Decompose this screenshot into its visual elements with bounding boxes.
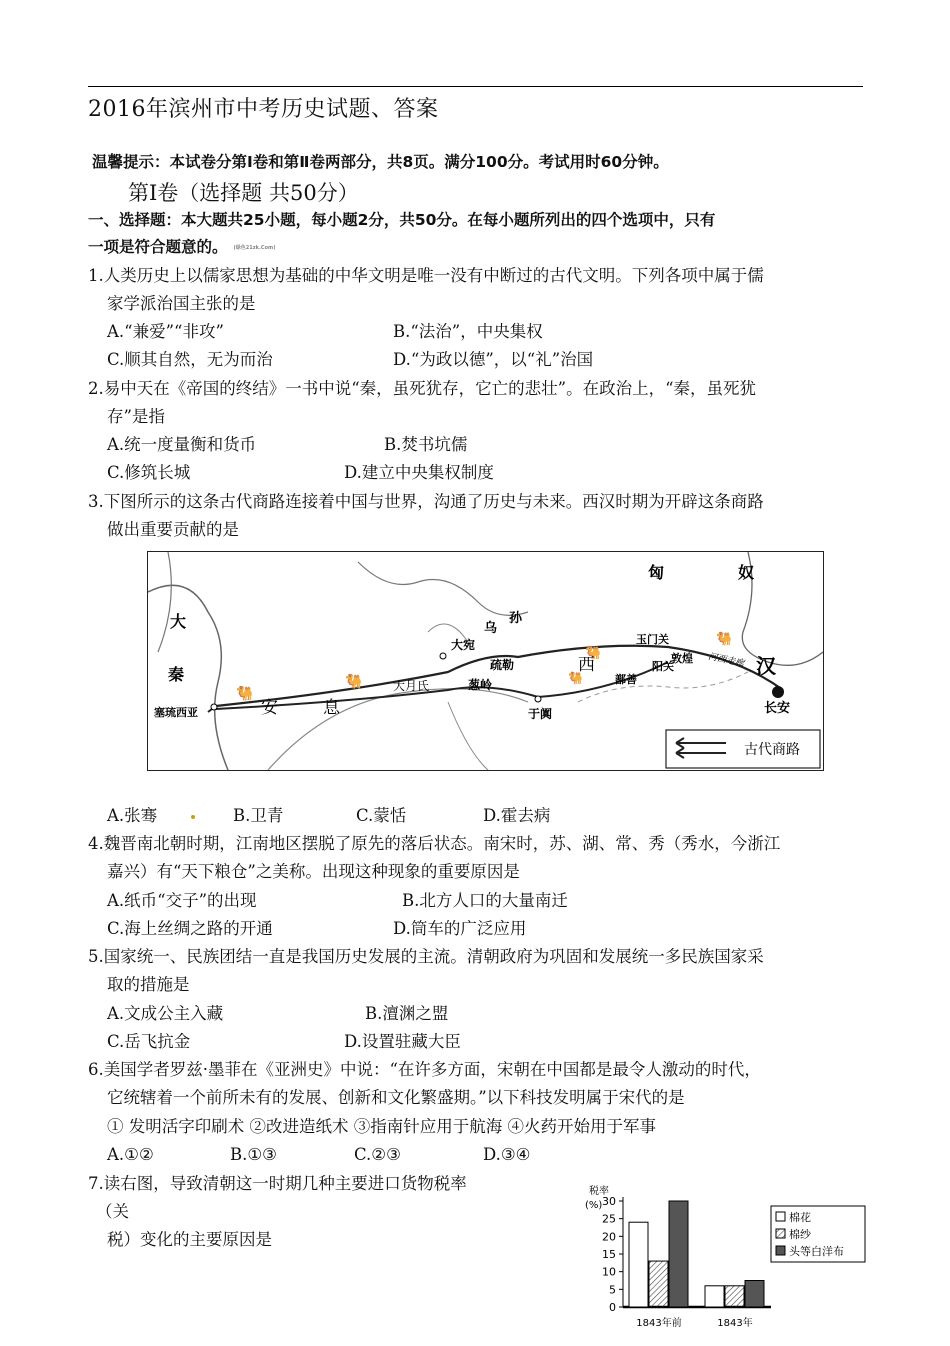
header-rule <box>88 86 863 87</box>
bar-3-2 <box>745 1281 764 1308</box>
q3-option-b[interactable]: B.卫青 <box>233 806 284 825</box>
q5-option-c[interactable]: C.岳飞抗金 <box>107 1032 191 1051</box>
map-coast-west <box>148 585 228 770</box>
q3-option-a[interactable]: A.张骞 <box>107 806 158 825</box>
q5-stem-2: 取的措施是 <box>107 975 190 994</box>
map-river-2 <box>268 689 528 770</box>
y-tick-label: 25 <box>602 1212 616 1226</box>
notice-text: 温馨提示：本试卷分第Ⅰ卷和第Ⅱ卷两部分，共8页。满分100分。考试用时60分钟。 <box>92 153 669 171</box>
q2-option-c[interactable]: C.修筑长城 <box>107 463 191 482</box>
section-heading: 第Ⅰ卷（选择题 共50分） <box>128 181 359 205</box>
q1-option-c[interactable]: C.顺其自然，无为而治 <box>107 350 273 369</box>
q6-option-a[interactable]: A.①② <box>107 1145 154 1164</box>
y-tick-label: 0 <box>609 1301 616 1314</box>
map-label-changan: 长安 <box>764 701 791 716</box>
map-label-xiyu: 西 <box>578 655 595 675</box>
y-tick-label: 20 <box>602 1230 616 1244</box>
q7-stem-2: （关 <box>96 1202 129 1221</box>
camel-icon-2: 🐫 <box>345 674 363 690</box>
map-label-anxi-1: 安 <box>261 698 278 718</box>
q6-stem-2: 它统辖着一个前所未有的发展、创新和文化繁盛期。”以下科技发明属于宋代的是 <box>107 1088 685 1107</box>
camel-icon-5: 🐫 <box>568 671 583 685</box>
camel-icon-1: 🐫 <box>236 686 254 702</box>
q5-option-d[interactable]: D.设置驻藏大臣 <box>344 1032 461 1051</box>
q6-option-b[interactable]: B.①③ <box>230 1145 277 1164</box>
map-label-yangguan: 阳关 <box>652 660 674 673</box>
silk-road-map <box>147 551 824 771</box>
bar-1-1 <box>629 1222 648 1307</box>
city-marker-tiaozhi <box>211 704 217 710</box>
map-label-congling: 葱岭 <box>468 678 493 692</box>
legend-label-1: 棉花 <box>789 1211 811 1224</box>
q5-stem-1: 5.国家统一、民族团结一直是我国历史发展的主流。清朝政府为巩固和发展统一多民族国家采 <box>88 947 764 966</box>
q7-stem-1: 7.读右图，导致清朝这一时期几种主要进口货物税率 <box>88 1174 467 1193</box>
map-label-daqin-1: 大 <box>170 612 187 631</box>
map-label-hexi: 河西走廊 <box>707 651 745 670</box>
tariff-chart-svg <box>583 1182 868 1342</box>
map-river-3 <box>448 702 488 770</box>
q2-option-a[interactable]: A.统一度量衡和货币 <box>107 435 257 454</box>
bar-1-2 <box>705 1286 724 1307</box>
map-border-east <box>742 552 823 665</box>
camel-icon-4: 🐫 <box>716 632 733 647</box>
q4-option-b[interactable]: B.北方人口的大量南迁 <box>402 891 568 910</box>
instruction-text: 一项是符合题意的。 <box>88 238 228 256</box>
q4-option-c[interactable]: C.海上丝绸之路的开通 <box>107 919 273 938</box>
map-river-1 <box>158 552 171 652</box>
bar-2-2 <box>725 1286 744 1307</box>
legend-swatch-2 <box>776 1229 785 1238</box>
q6-stem-3: ① 发明活字印刷术 ②改进造纸术 ③指南针应用于航海 ④火药开始用于军事 <box>107 1117 656 1136</box>
map-label-wusun-2: 孙 <box>509 611 523 626</box>
legend-swatch-1 <box>776 1212 785 1221</box>
map-label-yumenguan: 玉门关 <box>636 633 669 646</box>
q1-stem-1: 1.人类历史上以儒家思想为基础的中华文明是唯一没有中断过的古代文明。下列各项中属于儒 <box>88 266 764 285</box>
map-label-shanshan: 鄯善 <box>615 673 637 686</box>
x-tick-label: 1843年前 <box>636 1318 682 1329</box>
q7-stem-3: 税）变化的主要原因是 <box>107 1230 272 1249</box>
bar-3-1 <box>669 1201 688 1307</box>
city-marker-changan <box>772 686 784 698</box>
legend-label-2: 棉纱 <box>789 1228 811 1241</box>
q4-option-a[interactable]: A.纸币“交子”的出现 <box>107 891 257 910</box>
bar-2-1 <box>649 1261 668 1307</box>
map-route-north <box>216 646 783 706</box>
q1-option-a[interactable]: A.“兼爱”“非攻” <box>107 322 224 341</box>
q2-stem-1: 2.易中天在《帝国的终结》一书中说“秦，虽死犹存，它亡的悲壮”。在政治上，“秦，虽死犹 <box>88 379 757 398</box>
instruction-line-1: 一、选择题：本大题共25小题，每小题2分，共50分。在每小题所列出的四个选项中，只有 <box>88 211 716 229</box>
map-label-xiongnu-1: 匈 <box>648 563 665 582</box>
q1-option-d[interactable]: D.“为政以德”，以“礼”治国 <box>393 350 594 369</box>
map-label-dayuezhi: 大月氏 <box>393 679 430 693</box>
tariff-chart <box>583 1182 868 1342</box>
q2-option-d[interactable]: D.建立中央集权制度 <box>344 463 494 482</box>
map-svg <box>148 552 823 770</box>
map-label-dunhuang: 敦煌 <box>671 652 693 665</box>
map-label-han: 汉 <box>756 654 776 678</box>
y-tick-label: 30 <box>602 1195 616 1208</box>
map-label-daqin-2: 秦 <box>168 665 185 684</box>
map-route-south <box>216 662 668 709</box>
map-lake-shore <box>358 562 528 615</box>
watermark-mark: (绿色21zk.Com) <box>233 244 276 251</box>
q5-option-b[interactable]: B.澶渊之盟 <box>365 1004 449 1023</box>
q2-option-b[interactable]: B.焚书坑儒 <box>384 435 468 454</box>
y-axis-label-unit: (%) <box>585 1200 603 1211</box>
instruction-line-2 <box>88 237 276 258</box>
y-tick-label: 10 <box>602 1265 616 1279</box>
map-label-xiongnu-2: 奴 <box>738 563 755 582</box>
map-label-yutian: 于阗 <box>528 707 553 721</box>
legend-label-3: 头等白洋布 <box>789 1245 844 1258</box>
map-label-wusun-1: 乌 <box>484 621 498 636</box>
map-legend-label: 古代商路 <box>744 742 800 758</box>
map-label-anxi-2: 息 <box>323 698 340 718</box>
q3-stem-2: 做出重要贡献的是 <box>107 520 239 539</box>
map-label-shule: 疏勒 <box>490 658 515 672</box>
q4-stem-2: 嘉兴）有“天下粮仓”之美称。出现这种现象的重要原因是 <box>107 862 520 881</box>
document-title: 2016年滨州市中考历史试题、答案 <box>88 97 439 122</box>
q1-option-b[interactable]: B.“法治”，中央集权 <box>393 322 543 341</box>
q4-option-d[interactable]: D.筒车的广泛应用 <box>393 919 527 938</box>
x-tick-label: 1843年 <box>717 1318 753 1329</box>
q3-stem-1: 3.下图所示的这条古代商路连接着中国与世界，沟通了历史与未来。西汉时期为开辟这条商路 <box>88 492 764 511</box>
y-axis-label-top: 税率 <box>589 1186 609 1197</box>
q5-option-a[interactable]: A.文成公主入藏 <box>107 1004 224 1023</box>
city-marker-dawan <box>440 653 446 659</box>
y-tick-label: 15 <box>602 1248 616 1261</box>
q1-stem-2: 家学派治国主张的是 <box>107 294 256 313</box>
map-label-dawan: 大宛 <box>451 638 476 652</box>
camel-icon-3: 🐫 <box>585 646 602 661</box>
map-label-tiaozhi: 塞琉西亚 <box>154 706 198 719</box>
q2-stem-2: 存”是指 <box>107 407 165 426</box>
q6-stem-1: 6.美国学者罗兹·墨菲在《亚洲史》中说：“在许多方面，宋朝在中国都是最令人激动的时代， <box>88 1060 761 1079</box>
y-tick-label: 5 <box>609 1283 616 1297</box>
q6-option-c[interactable]: C.②③ <box>354 1145 401 1164</box>
q3-option-c[interactable]: C.蒙恬 <box>356 806 407 825</box>
q4-stem-1: 4.魏晋南北朝时期，江南地区摆脱了原先的落后状态。南宋时，苏、湖、常、秀（秀水，今浙江 <box>88 834 781 853</box>
city-marker-yutian <box>535 696 541 702</box>
legend-swatch-3 <box>776 1246 785 1255</box>
q6-option-d[interactable]: D.③④ <box>483 1145 531 1164</box>
q3-option-d[interactable]: D.霍去病 <box>483 806 551 825</box>
dot-mark <box>191 815 195 819</box>
